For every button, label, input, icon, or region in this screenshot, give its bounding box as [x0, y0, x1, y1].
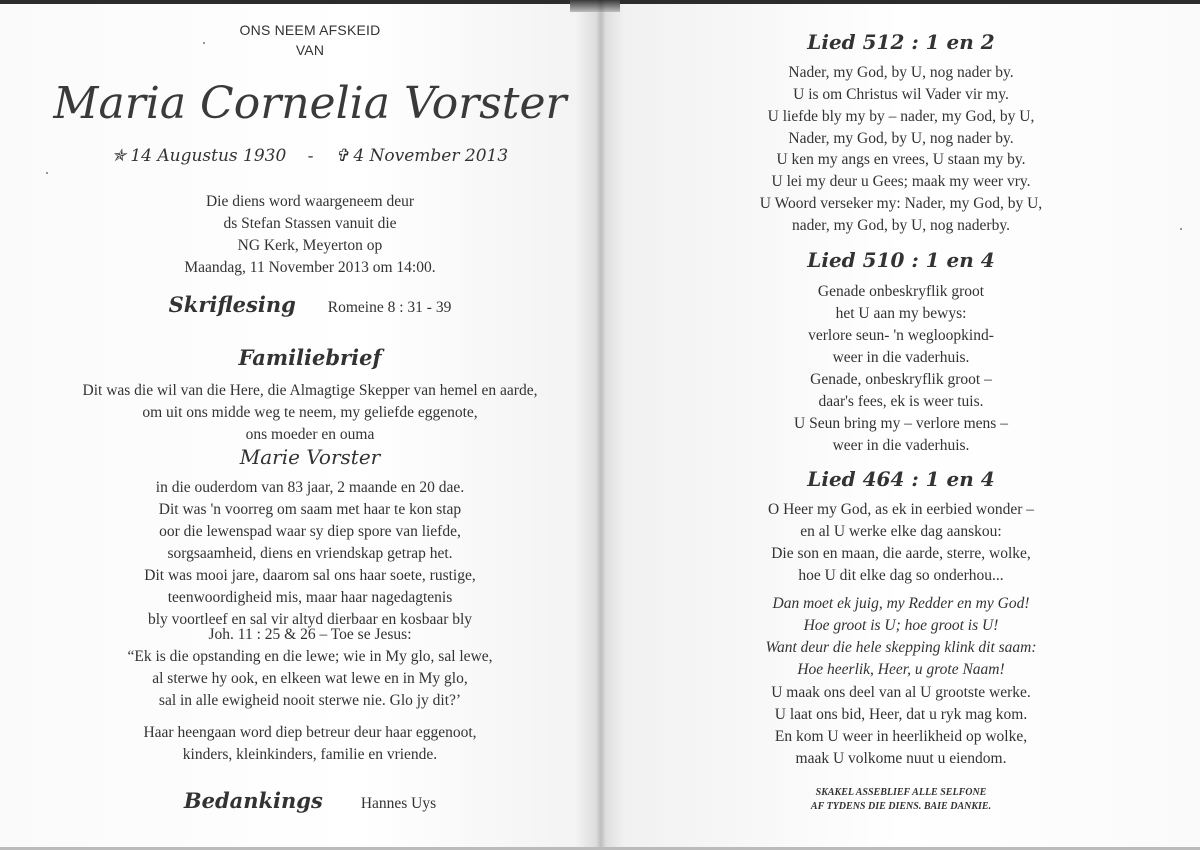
hymn-512-verse-2	[602, 149, 1200, 237]
scripture-reference: Romeine 8 : 31 - 39	[327, 299, 452, 316]
lyric-line: U laat ons bid, Heer, dat u ryk mag kom.	[774, 706, 1028, 723]
lyric-line: U ken my angs en vrees, U staan my by.	[776, 151, 1026, 168]
scripture-row	[0, 292, 620, 319]
lyric-line: verlore seun- 'n wegloopkind-	[808, 327, 994, 344]
family-body	[0, 477, 620, 631]
mourning-text	[0, 722, 620, 766]
text-line: in die ouderdom van 83 jaar, 2 maande en 20 dae.	[155, 479, 465, 496]
lyric-line: weer in die vaderhuis.	[832, 437, 970, 454]
hymn-464-title: Lied 464 : 1 en 4	[807, 467, 995, 491]
birth-star-icon: ✯	[111, 146, 127, 166]
family-heading: Familiebrief	[238, 345, 382, 370]
left-page	[0, 0, 598, 850]
text-line: sorgsaamheid, diens en vriendskap getrap het.	[167, 545, 453, 562]
hymn-512-title: Lied 512 : 1 en 2	[807, 30, 995, 54]
notice-line: SKAKEL ASSEBLIEF ALLE SELFONE	[815, 787, 987, 798]
text-line: bly voortleef en sal vir altyd dierbaar en kosbaar bly	[147, 611, 473, 628]
lyric-line: U maak ons deel van al U grootste werke.	[771, 684, 1031, 701]
service-line: NG Kerk, Meyerton op	[237, 237, 383, 254]
birth-date: 14 Augustus 1930	[130, 146, 287, 166]
date-separator: -	[307, 146, 314, 165]
lyric-line: Dan moet ek juig, my Redder en my God!	[772, 595, 1030, 612]
hymn-464-chorus	[602, 593, 1200, 681]
text-line: “Ek is die opstanding en die lewe; wie in My glo, sal lewe,	[127, 648, 493, 665]
service-line: Maandag, 11 November 2013 om 14:00.	[184, 259, 436, 276]
service-line: Die diens word waargeneem deur	[205, 193, 415, 210]
text-line: Dit was mooi jare, daarom sal ons haar soete, rustige,	[144, 567, 476, 584]
service-line: ds Stefan Stassen vanuit die	[223, 215, 397, 232]
text-line: ons moeder en ouma	[245, 426, 375, 443]
text-line: kinders, kleinkinders, familie en vriende.	[182, 746, 438, 763]
short-name: Marie Vorster	[239, 445, 381, 469]
lyric-line: weer in die vaderhuis.	[832, 349, 970, 366]
lyric-line: Hoe heerlik, Heer, u grote Naam!	[797, 661, 1005, 678]
text-line: oor die lewenspad waar sy diep spore van liefde,	[159, 523, 461, 540]
right-page	[602, 0, 1200, 850]
text-line: al sterwe hy ook, en elkeen wat lewe en in My glo,	[152, 670, 468, 687]
death-cross-icon: ✞	[334, 146, 350, 166]
lyric-line: U lei my deur u Gees; maak my weer vry.	[771, 173, 1031, 190]
hymn-510-verse-2	[602, 369, 1200, 457]
lyric-line: daar's fees, ek is weer tuis.	[818, 393, 984, 410]
text-line: sal in alle ewigheid nooit sterwe nie. Glo jy dit?’	[158, 692, 462, 709]
lyric-line: Die son en maan, die aarde, sterre, wolke,	[771, 545, 1031, 562]
lyric-line: maak U volkome nuut u eiendom.	[795, 750, 1007, 767]
family-intro	[0, 380, 620, 446]
text-line: teenwoordigheid mis, maar haar nagedagtenis	[167, 589, 453, 606]
lyric-line: en al U werke elke dag aanskou:	[800, 523, 1002, 540]
hymn-510-verse-1	[602, 281, 1200, 369]
lyric-line: U liefde bly my by – nader, my God, by U,	[767, 108, 1035, 125]
lyric-line: Genade onbeskryflik groot	[817, 283, 985, 300]
lyric-line: U Seun bring my – verlore mens –	[794, 415, 1008, 432]
scripture-heading: Skriflesing	[168, 292, 296, 317]
phone-notice	[602, 786, 1200, 814]
intro-line-2: VAN	[295, 42, 325, 58]
lyric-line: O Heer my God, as ek in eerbied wonder –	[768, 501, 1034, 518]
lyric-line: En kom U weer in heerlikheid op wolke,	[774, 728, 1028, 745]
scripture-quote	[0, 624, 620, 712]
death-date: 4 November 2013	[353, 146, 509, 166]
lyric-line: Nader, my God, by U, nog nader by.	[788, 130, 1014, 147]
hymn-512-verse-1	[602, 62, 1200, 150]
lyric-line: hoe U dit elke dag so onderhou...	[798, 567, 1004, 584]
text-line: Dit was die wil van die Here, die Almagtige Skepper van hemel en aarde,	[82, 382, 538, 399]
service-details	[0, 191, 620, 279]
dates-row	[0, 146, 620, 166]
hymn-464-verse-1	[602, 499, 1200, 587]
text-line: om uit ons midde weg te neem, my geliefde eggenote,	[142, 404, 478, 421]
thanks-row	[0, 788, 620, 815]
hymn-510-title: Lied 510 : 1 en 4	[807, 248, 995, 272]
lyric-line: Nader, my God, by U, nog nader by.	[788, 64, 1014, 81]
lyric-line: nader, my God, by U, nog naderby.	[792, 217, 1010, 234]
hymn-464-verse-2	[602, 682, 1200, 770]
deceased-name: Maria Cornelia Vorster	[53, 78, 567, 129]
notice-line: AF TYDENS DIE DIENS. BAIE DANKIE.	[810, 801, 992, 812]
lyric-line: Want deur die hele skepping klink dit saam:	[765, 639, 1037, 656]
thanks-name: Hannes Uys	[360, 795, 437, 812]
thanks-heading: Bedankings	[183, 788, 323, 813]
lyric-line: Genade, onbeskryflik groot –	[810, 371, 992, 388]
text-line: Dit was 'n voorreg om saam met haar te kon stap	[158, 501, 462, 518]
lyric-line: Hoe groot is U; hoe groot is U!	[803, 617, 999, 634]
lyric-line: U Woord verseker my: Nader, my God, by U,	[759, 195, 1043, 212]
text-line: Joh. 11 : 25 & 26 – Toe se Jesus:	[208, 626, 412, 643]
lyric-line: het U aan my bewys:	[835, 305, 967, 322]
intro-line-1: ONS NEEM AFSKEID	[239, 22, 381, 38]
lyric-line: U is om Christus wil Vader vir my.	[793, 86, 1009, 103]
text-line: Haar heengaan word diep betreur deur haar eggenoot,	[143, 724, 477, 741]
